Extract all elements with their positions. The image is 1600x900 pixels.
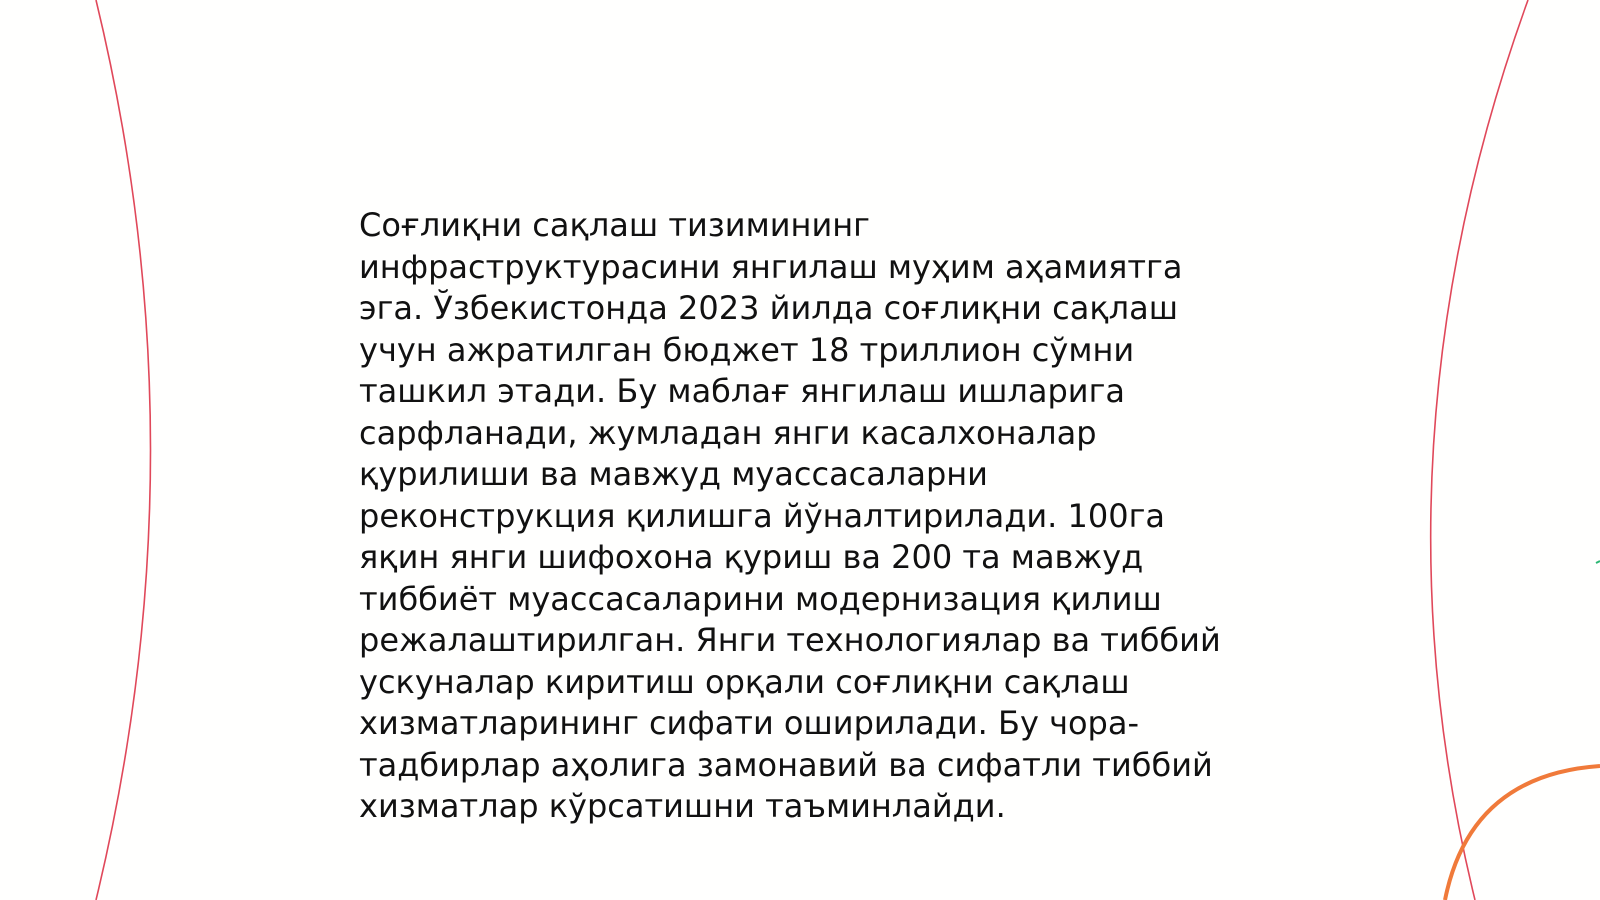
body-paragraph: Соғлиқни сақлаш тизимининг инфраструктурасини янгилаш муҳим аҳамиятга эга. Ўзбекистонда 2023 йилда соғлиқни сақлаш учун ажратилган бюджет 18 триллион сўмни ташкил этади. Бу маблағ янгилаш ишларига сарфланади, жумладан янги касалхоналар қурилиши ва мавжуд муассасаларни реконструкция қилишга йўналтирилади. 100га яқин янги шифохона қуриш ва 200 та мавжуд тиббиёт муассасаларини модернизация қилиш режалаштирилган. Янги технологиялар ва тиббий ускуналар киритиш орқали соғлиқни сақлаш хизматларининг сифати оширилади. Бу чора- тадбирлар аҳолига замонавий ва сифатли тиббий хизматлар кўрсатишни таъминлайди. (359, 206, 1221, 825)
left-curve-line (96, 0, 151, 900)
orange-arc (1445, 766, 1600, 900)
right-curve-line (1431, 0, 1528, 900)
green-accent-mark (1596, 561, 1600, 563)
